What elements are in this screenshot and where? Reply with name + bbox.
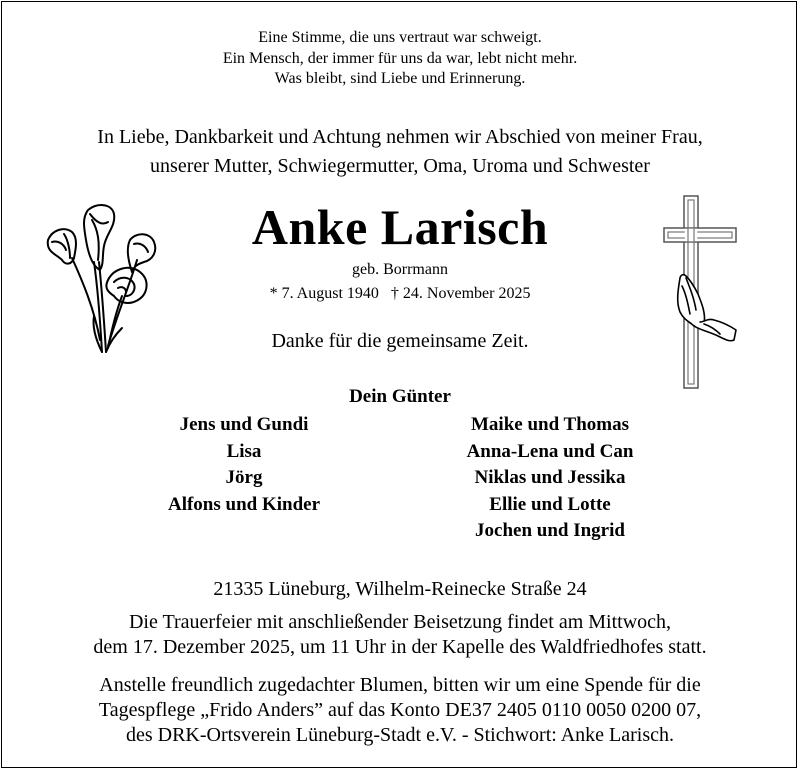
ceremony-line: dem 17. Dezember 2025, um 11 Uhr in der Kapelle des Waldfriedhofes statt.: [93, 636, 707, 658]
intro-line: unserer Mutter, Schwiegermutter, Oma, Uroma und Schwester: [150, 155, 650, 177]
family-member: Lisa: [226, 440, 262, 462]
birth-date: * 7. August 1940: [269, 285, 379, 302]
family-member: Ellie und Lotte: [489, 493, 611, 515]
family-member: Alfons und Kinder: [167, 493, 321, 515]
poem-line: Eine Stimme, die uns vertraut war schweigt.: [258, 29, 542, 46]
thanks-text: Danke für die gemeinsame Zeit.: [271, 330, 529, 352]
family-member: Maike und Thomas: [470, 414, 630, 435]
cross-with-praying-hands-icon: [660, 194, 740, 394]
family-member: Niklas und Jessika: [474, 467, 626, 488]
family-member: Jörg: [225, 467, 263, 488]
family-list-right: [430, 412, 670, 545]
family-member: Anna-Lena und Can: [466, 440, 634, 462]
deceased-name: Anke Larisch: [251, 199, 549, 255]
ceremony-line: Die Trauerfeier mit anschließender Beisetzung findet am Mittwoch,: [128, 611, 672, 633]
intro-text: [0, 123, 800, 181]
poem-line: Was bleibt, sind Liebe und Erinnerung.: [274, 70, 526, 87]
poem-line: Ein Mensch, der immer für uns da war, lebt nicht mehr.: [222, 49, 578, 67]
donation-text: [0, 673, 800, 748]
family-head: Dein Günter: [349, 386, 451, 407]
intro-line: In Liebe, Dankbarkeit und Achtung nehmen wir Abschied von meiner Frau,: [97, 126, 703, 148]
maiden-name: geb. Borrmann: [352, 261, 448, 278]
family-member: Jens und Gundi: [179, 414, 309, 435]
death-date: † 24. November 2025: [390, 285, 531, 302]
poem: [0, 28, 800, 90]
family-member: Jochen und Ingrid: [475, 520, 625, 541]
donation-line: Tagespflege „Frido Anders” auf das Konto DE37 2405 0110 0050 0200 07,: [98, 699, 702, 721]
ceremony-text: [0, 610, 800, 660]
donation-line: Anstelle freundlich zugedachter Blumen, bitten wir um eine Spende für die: [99, 674, 701, 696]
donation-line: des DRK-Ortsverein Lüneburg-Stadt e.V. - Stichwort: Anke Larisch.: [125, 724, 675, 746]
family-list-left: [124, 412, 364, 518]
address: 21335 Lüneburg, Wilhelm-Reinecke Straße 24: [213, 578, 587, 600]
